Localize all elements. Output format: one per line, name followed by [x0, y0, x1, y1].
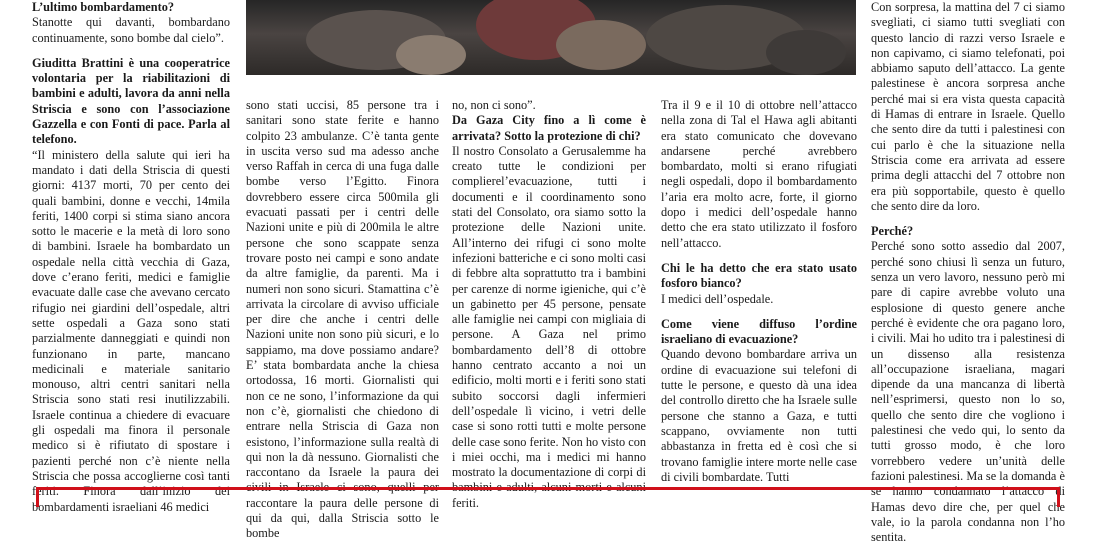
- question-heading: Come viene diffuso l’ordine israeliano di evacuazione?: [661, 316, 857, 347]
- column-2: [246, 98, 439, 542]
- question-heading: Perché?: [871, 224, 914, 239]
- answer-text: Stanotte qui davanti, bombardano continuamente, sono bombe dal cielo”.: [32, 15, 230, 45]
- article-text: Tra il 9 e il 10 di ottobre nell’attacco nella zona di Tal el Hawa agli abitanti era stato comunicato che dovevano andarsene perché avrebbero bombardato, molti si erano rifugiati negli ospedali, dopo il bombardamento l’aria era molto acre, forte, il giorno dopo i medici dell’ospedale hanno detto che era stato utilizzato il fosforo nell’attacco.: [661, 98, 857, 250]
- article-text: Con sorpresa, la mattina del 7 ci siamo svegliati, ci siamo tutti svegliati con questo lancio di razzi verso Israele e non capivamo, ci siamo telefonati, poi abbiamo saputo dell’attacco. La gente palestinese è ancora sorpresa anche perché mai si era vista questa capacità di Hamas di entrare in Israele. Quello che sento dire da tutti i palestinesi con cui parlo è che la situazione nella Striscia come era arrivata ad essere prima degli attacchi del 7 ottobre non era più sopportabile, questo è quello che sento dire da loro.: [871, 0, 1065, 213]
- article-text: Perché sono sotto assedio dal 2007, perché sono chiusi lì senza un futuro, senza un vero lavoro, nessuno però mi pare di capire avrebbe voluto una esplosione di questo genere anche perché è evidente che ora pagano loro, i civili. Mai ho udito tra i palestinesi di un dissenso alla resistenza all’occupazione israeliana, magari dipende da una mancanza di libertà nell’esprimersi, questo non lo so, quello che sento dire che vogliono i palestinesi che vedo qui, lo sento da tutti grosso modo, è che loro vorrebbero vedere un’unità delle fazioni palestinesi. Ma se la domanda è se hanno condannato l’attacco di Hamas devo dire che, per quel che vale, io la parola condanna non l’ho sentita.: [871, 239, 1065, 545]
- column-1: [32, 0, 230, 515]
- interview-intro: Giuditta Brattini è una cooperatrice volontaria per la riabilitazioni di bambini e adulti, lavora da anni nella Striscia e sono con l’associazione Gazzella e con Fonti di pace. Parla al telefono.: [32, 55, 230, 147]
- answer-text: I medici dell’ospedale.: [661, 291, 774, 306]
- next-article-frame: [36, 487, 1060, 507]
- article-text: Il nostro Consolato a Gerusalemme ha creato tutte le condizioni per complierel’evacuazione, tutti i documenti e il coordinamento sono stati del Consolato, ora siamo sotto la protezione delle Nazioni unite. All’interno dei rifugi ci sono molte infezioni batteriche e ci sono molti casi di febbre alta soprattutto tra i bambini per carenze di norme igieniche, qui c’è un gabinetto per 45 persone, pensate alle famiglie nei campi con migliaia di persone. A Gaza nel primo bombardamento dell’8 di ottobre hanno centrato accanto a noi un edificio, molti morti e i feriti sono stati subito soccorsi dagli infermieri dell’ospedale lì vicino, i vetri delle case si sono rotti tutti e molte persone delle case sono ferite. Non ho visto con i miei occhi, ma i medici mi hanno mostrato la documentazione di corpi di bambini e adulti, alcuni morti e alcuni feriti.: [452, 143, 646, 510]
- question-heading: Da Gaza City fino a lì come è arrivata? Sotto la protezione di chi?: [452, 113, 646, 143]
- article-text: no, non ci sono”.: [452, 98, 536, 112]
- article-text: sono stati uccisi, 85 persone tra i sanitari sono state ferite e hanno colpito 23 ambulanze. C’è tanta gente in uscita verso sud ma adesso anche verso Raffah in cerca di una fuga dalle bombe verso l’Egitto. Finora dovrebbero essere circa 500mila gli evacuati passati per i centri delle Nazioni unite e più di 200mila le altre persone che sono scappate senza trovare posto nei campi e sono andate da altre famiglie, da parenti. Ma i numeri non sono sicuri. Stamattina c’è arrivata la circolare di avviso ufficiale per dire che anche i centri delle Nazioni unite non sono più sicuri, e lo sappiamo, ma dove possiamo andare? E’ stata bombardata anche la chiesa ortodossa, 16 morti. Giornalisti qui non ce ne sono, l’informazione da qui non c’è, giornalisti che chiedono di entrare nella Striscia di Gaza non esistono, l’informazione sulla realtà di qui non la dà nessuno. Giornalisti che raccontano da Israele la paura dei civili in Israele ci sono, quelli per raccontare la paura delle persone di qui da qui, dalla Striscia sotto le bombe: [246, 98, 439, 541]
- article-text: “Il ministero della salute qui ieri ha mandato i dati della Striscia di questi giorni: 4137 morti, 70 per cento dei quali bambini, donne e vecchi, 14mila feriti, 1400 corpi si stima siano ancora sotto le macerie e la metà di loro sono di bambini. Israele ha bombardato un ospedale nella città vecchia di Gaza, dove c’erano feriti, medici e famiglie evacuate dalle case che avevano cercato rifugio nei giardini dell’ospedale, altri sette ospedali a Gaza sono stati parzialmente danneggiati e quindi non funzionano in parte, mancano medicinali e materiale sanitario monouso, altri centri sanitari nella Striscia sono stati resi inutilizzabili. Israele continua a chiedere di evacuare gli ospedali ma finora il personale medico si è rifiutato di spostare i pazienti perché non c’è niente nella Striscia che possa accoglierne così tanti feriti. Finora dall’inizio dei bombardamenti israeliani 46 medici: [32, 147, 230, 514]
- question-heading: Chi le ha detto che era stato usato fosforo bianco?: [661, 260, 857, 291]
- column-5: [871, 0, 1065, 545]
- column-4: [661, 98, 857, 485]
- question-heading: L’ultimo bombardamento?: [32, 0, 174, 14]
- column-3: [452, 98, 646, 511]
- article-text: Quando devono bombardare arriva un ordine di evacuazione sui telefoni di tutte le persone, e questo dà una idea del controllo diretto che ha Israele sulle persone che stanno a Gaza, e tutti scappano, ovviamente non tutti abbastanza in fretta ed è così che si trovano famiglie intere morte nelle case di civili bombardate. Tutti: [661, 347, 857, 484]
- news-photo: [246, 0, 856, 75]
